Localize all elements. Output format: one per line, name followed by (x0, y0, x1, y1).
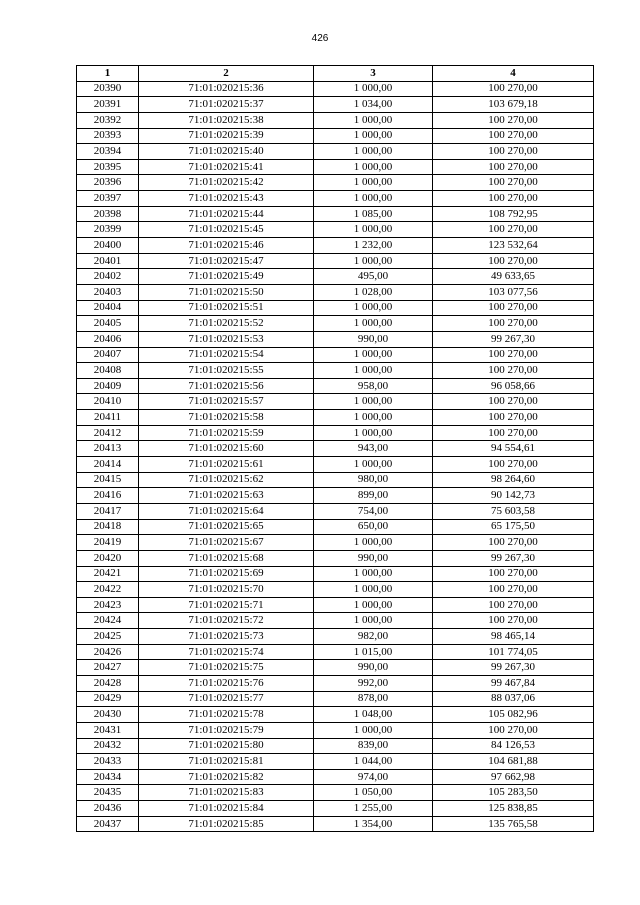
area-cell: 1 000,00 (314, 597, 433, 613)
row-number-cell: 20409 (77, 378, 139, 394)
value-cell: 100 270,00 (433, 363, 594, 379)
row-number-cell: 20424 (77, 613, 139, 629)
value-cell: 99 267,30 (433, 550, 594, 566)
row-number-cell: 20391 (77, 97, 139, 113)
table-row (77, 175, 594, 191)
row-number-cell: 20435 (77, 785, 139, 801)
cadastral-number-cell: 71:01:020215:58 (139, 410, 314, 426)
column-header-1: 1 (77, 66, 139, 82)
value-cell: 99 467,84 (433, 675, 594, 691)
cadastral-number-cell: 71:01:020215:36 (139, 81, 314, 97)
area-cell: 1 000,00 (314, 144, 433, 160)
cadastral-number-cell: 71:01:020215:47 (139, 253, 314, 269)
row-number-cell: 20423 (77, 597, 139, 613)
row-number-cell: 20431 (77, 722, 139, 738)
value-cell: 84 126,53 (433, 738, 594, 754)
row-number-cell: 20436 (77, 801, 139, 817)
row-number-cell: 20400 (77, 238, 139, 254)
area-cell: 1 000,00 (314, 316, 433, 332)
row-number-cell: 20402 (77, 269, 139, 285)
row-number-cell: 20429 (77, 691, 139, 707)
value-cell: 105 082,96 (433, 707, 594, 723)
cadastral-number-cell: 71:01:020215:75 (139, 660, 314, 676)
row-number-cell: 20410 (77, 394, 139, 410)
row-number-cell: 20415 (77, 472, 139, 488)
value-cell: 100 270,00 (433, 253, 594, 269)
cadastral-number-cell: 71:01:020215:65 (139, 519, 314, 535)
area-cell: 754,00 (314, 503, 433, 519)
value-cell: 103 679,18 (433, 97, 594, 113)
area-cell: 495,00 (314, 269, 433, 285)
cadastral-number-cell: 71:01:020215:85 (139, 816, 314, 832)
row-number-cell: 20412 (77, 425, 139, 441)
area-cell: 1 000,00 (314, 457, 433, 473)
cadastral-number-cell: 71:01:020215:54 (139, 347, 314, 363)
cadastral-number-cell: 71:01:020215:83 (139, 785, 314, 801)
row-number-cell: 20406 (77, 331, 139, 347)
area-cell: 650,00 (314, 519, 433, 535)
table-row (77, 675, 594, 691)
table-row (77, 566, 594, 582)
value-cell: 100 270,00 (433, 112, 594, 128)
area-cell: 1 354,00 (314, 816, 433, 832)
row-number-cell: 20394 (77, 144, 139, 160)
cadastral-number-cell: 71:01:020215:84 (139, 801, 314, 817)
cadastral-number-cell: 71:01:020215:51 (139, 300, 314, 316)
cadastral-number-cell: 71:01:020215:68 (139, 550, 314, 566)
area-cell: 1 044,00 (314, 754, 433, 770)
area-cell: 1 000,00 (314, 300, 433, 316)
area-cell: 1 255,00 (314, 801, 433, 817)
cadastral-number-cell: 71:01:020215:74 (139, 644, 314, 660)
area-cell: 1 034,00 (314, 97, 433, 113)
area-cell: 1 000,00 (314, 582, 433, 598)
cadastral-number-cell: 71:01:020215:39 (139, 128, 314, 144)
value-cell: 100 270,00 (433, 394, 594, 410)
cadastral-number-cell: 71:01:020215:61 (139, 457, 314, 473)
cadastral-number-cell: 71:01:020215:55 (139, 363, 314, 379)
table-row (77, 316, 594, 332)
table-row (77, 457, 594, 473)
table-row (77, 331, 594, 347)
value-cell: 100 270,00 (433, 175, 594, 191)
value-cell: 94 554,61 (433, 441, 594, 457)
row-number-cell: 20397 (77, 191, 139, 207)
value-cell: 65 175,50 (433, 519, 594, 535)
row-number-cell: 20418 (77, 519, 139, 535)
area-cell: 1 000,00 (314, 613, 433, 629)
table-row (77, 472, 594, 488)
table-row (77, 347, 594, 363)
area-cell: 943,00 (314, 441, 433, 457)
area-cell: 1 028,00 (314, 284, 433, 300)
area-cell: 1 000,00 (314, 159, 433, 175)
value-cell: 100 270,00 (433, 128, 594, 144)
table-row (77, 582, 594, 598)
area-cell: 1 000,00 (314, 112, 433, 128)
area-cell: 980,00 (314, 472, 433, 488)
table-row (77, 159, 594, 175)
table-row (77, 691, 594, 707)
row-number-cell: 20433 (77, 754, 139, 770)
table-row (77, 722, 594, 738)
cadastral-number-cell: 71:01:020215:46 (139, 238, 314, 254)
row-number-cell: 20392 (77, 112, 139, 128)
table-row (77, 801, 594, 817)
table-row (77, 707, 594, 723)
area-cell: 1 050,00 (314, 785, 433, 801)
value-cell: 100 270,00 (433, 316, 594, 332)
value-cell: 98 465,14 (433, 629, 594, 645)
table-row (77, 378, 594, 394)
row-number-cell: 20405 (77, 316, 139, 332)
value-cell: 75 603,58 (433, 503, 594, 519)
table-row (77, 754, 594, 770)
table-row (77, 769, 594, 785)
area-cell: 899,00 (314, 488, 433, 504)
area-cell: 1 232,00 (314, 238, 433, 254)
area-cell: 1 000,00 (314, 191, 433, 207)
table-row (77, 488, 594, 504)
area-cell: 1 000,00 (314, 566, 433, 582)
table-row (77, 222, 594, 238)
value-cell: 100 270,00 (433, 457, 594, 473)
area-cell: 1 000,00 (314, 81, 433, 97)
table-body (77, 81, 594, 832)
value-cell: 135 765,58 (433, 816, 594, 832)
table-row (77, 300, 594, 316)
page-number: 426 (311, 33, 329, 44)
cadastral-number-cell: 71:01:020215:45 (139, 222, 314, 238)
value-cell: 100 270,00 (433, 191, 594, 207)
row-number-cell: 20419 (77, 535, 139, 551)
row-number-cell: 20413 (77, 441, 139, 457)
table-row (77, 206, 594, 222)
row-number-cell: 20421 (77, 566, 139, 582)
cadastral-number-cell: 71:01:020215:59 (139, 425, 314, 441)
cadastral-number-cell: 71:01:020215:82 (139, 769, 314, 785)
value-cell: 98 264,60 (433, 472, 594, 488)
value-cell: 49 633,65 (433, 269, 594, 285)
table-row (77, 738, 594, 754)
cadastral-number-cell: 71:01:020215:76 (139, 675, 314, 691)
row-number-cell: 20390 (77, 81, 139, 97)
table-row (77, 425, 594, 441)
area-cell: 990,00 (314, 550, 433, 566)
cadastral-number-cell: 71:01:020215:63 (139, 488, 314, 504)
area-cell: 839,00 (314, 738, 433, 754)
table-row (77, 112, 594, 128)
value-cell: 100 270,00 (433, 597, 594, 613)
value-cell: 100 270,00 (433, 425, 594, 441)
value-cell: 100 270,00 (433, 410, 594, 426)
value-cell: 100 270,00 (433, 566, 594, 582)
table-row (77, 128, 594, 144)
row-number-cell: 20432 (77, 738, 139, 754)
table-row (77, 535, 594, 551)
cadastral-number-cell: 71:01:020215:70 (139, 582, 314, 598)
table-row (77, 441, 594, 457)
area-cell: 982,00 (314, 629, 433, 645)
table-row (77, 519, 594, 535)
row-number-cell: 20437 (77, 816, 139, 832)
value-cell: 100 270,00 (433, 159, 594, 175)
value-cell: 100 270,00 (433, 582, 594, 598)
table-row (77, 253, 594, 269)
table-row (77, 597, 594, 613)
row-number-cell: 20420 (77, 550, 139, 566)
row-number-cell: 20426 (77, 644, 139, 660)
cadastral-number-cell: 71:01:020215:49 (139, 269, 314, 285)
cadastral-number-cell: 71:01:020215:41 (139, 159, 314, 175)
table-row (77, 238, 594, 254)
table-row (77, 284, 594, 300)
row-number-cell: 20395 (77, 159, 139, 175)
area-cell: 1 000,00 (314, 363, 433, 379)
cadastral-number-cell: 71:01:020215:73 (139, 629, 314, 645)
cadastral-number-cell: 71:01:020215:79 (139, 722, 314, 738)
table-row (77, 394, 594, 410)
table-row (77, 363, 594, 379)
row-number-cell: 20398 (77, 206, 139, 222)
table-row (77, 550, 594, 566)
cadastral-number-cell: 71:01:020215:80 (139, 738, 314, 754)
row-number-cell: 20403 (77, 284, 139, 300)
cadastral-number-cell: 71:01:020215:64 (139, 503, 314, 519)
area-cell: 1 000,00 (314, 222, 433, 238)
cadastral-number-cell: 71:01:020215:50 (139, 284, 314, 300)
table-row (77, 644, 594, 660)
row-number-cell: 20407 (77, 347, 139, 363)
area-cell: 990,00 (314, 331, 433, 347)
table-row (77, 269, 594, 285)
area-cell: 1 000,00 (314, 175, 433, 191)
area-cell: 1 015,00 (314, 644, 433, 660)
area-cell: 958,00 (314, 378, 433, 394)
cadastral-number-cell: 71:01:020215:43 (139, 191, 314, 207)
row-number-cell: 20417 (77, 503, 139, 519)
area-cell: 974,00 (314, 769, 433, 785)
value-cell: 100 270,00 (433, 535, 594, 551)
cadastral-number-cell: 71:01:020215:52 (139, 316, 314, 332)
value-cell: 100 270,00 (433, 613, 594, 629)
cadastral-number-cell: 71:01:020215:38 (139, 112, 314, 128)
value-cell: 97 662,98 (433, 769, 594, 785)
table-row (77, 191, 594, 207)
column-header-3: 3 (314, 66, 433, 82)
cadastral-number-cell: 71:01:020215:67 (139, 535, 314, 551)
row-number-cell: 20425 (77, 629, 139, 645)
row-number-cell: 20414 (77, 457, 139, 473)
cadastral-number-cell: 71:01:020215:78 (139, 707, 314, 723)
table-row (77, 816, 594, 832)
area-cell: 1 000,00 (314, 722, 433, 738)
cadastral-number-cell: 71:01:020215:57 (139, 394, 314, 410)
value-cell: 100 270,00 (433, 722, 594, 738)
value-cell: 100 270,00 (433, 300, 594, 316)
area-cell: 992,00 (314, 675, 433, 691)
cadastral-number-cell: 71:01:020215:60 (139, 441, 314, 457)
row-number-cell: 20393 (77, 128, 139, 144)
row-number-cell: 20422 (77, 582, 139, 598)
value-cell: 105 283,50 (433, 785, 594, 801)
cadastral-number-cell: 71:01:020215:62 (139, 472, 314, 488)
table-header-row (77, 66, 594, 82)
cadastral-number-cell: 71:01:020215:77 (139, 691, 314, 707)
area-cell: 1 000,00 (314, 394, 433, 410)
row-number-cell: 20408 (77, 363, 139, 379)
column-header-2: 2 (139, 66, 314, 82)
row-number-cell: 20416 (77, 488, 139, 504)
row-number-cell: 20401 (77, 253, 139, 269)
value-cell: 104 681,88 (433, 754, 594, 770)
row-number-cell: 20430 (77, 707, 139, 723)
row-number-cell: 20411 (77, 410, 139, 426)
row-number-cell: 20427 (77, 660, 139, 676)
value-cell: 100 270,00 (433, 222, 594, 238)
value-cell: 90 142,73 (433, 488, 594, 504)
table-row (77, 410, 594, 426)
table-row (77, 81, 594, 97)
cadastral-number-cell: 71:01:020215:56 (139, 378, 314, 394)
value-cell: 96 058,66 (433, 378, 594, 394)
area-cell: 1 048,00 (314, 707, 433, 723)
cadastral-number-cell: 71:01:020215:81 (139, 754, 314, 770)
value-cell: 103 077,56 (433, 284, 594, 300)
value-cell: 99 267,30 (433, 331, 594, 347)
area-cell: 1 085,00 (314, 206, 433, 222)
area-cell: 1 000,00 (314, 425, 433, 441)
row-number-cell: 20396 (77, 175, 139, 191)
cadastral-number-cell: 71:01:020215:40 (139, 144, 314, 160)
area-cell: 1 000,00 (314, 347, 433, 363)
cadastral-number-cell: 71:01:020215:53 (139, 331, 314, 347)
cadastral-number-cell: 71:01:020215:44 (139, 206, 314, 222)
area-cell: 1 000,00 (314, 535, 433, 551)
data-table (76, 65, 594, 832)
cadastral-number-cell: 71:01:020215:72 (139, 613, 314, 629)
value-cell: 100 270,00 (433, 81, 594, 97)
table-row (77, 660, 594, 676)
area-cell: 878,00 (314, 691, 433, 707)
row-number-cell: 20404 (77, 300, 139, 316)
value-cell: 108 792,95 (433, 206, 594, 222)
value-cell: 100 270,00 (433, 347, 594, 363)
value-cell: 88 037,06 (433, 691, 594, 707)
cadastral-number-cell: 71:01:020215:69 (139, 566, 314, 582)
value-cell: 101 774,05 (433, 644, 594, 660)
cadastral-number-cell: 71:01:020215:71 (139, 597, 314, 613)
value-cell: 99 267,30 (433, 660, 594, 676)
table-row (77, 144, 594, 160)
value-cell: 125 838,85 (433, 801, 594, 817)
cadastral-number-cell: 71:01:020215:37 (139, 97, 314, 113)
table-row (77, 503, 594, 519)
table-row (77, 785, 594, 801)
value-cell: 123 532,64 (433, 238, 594, 254)
area-cell: 1 000,00 (314, 253, 433, 269)
table-row (77, 97, 594, 113)
table-row (77, 613, 594, 629)
row-number-cell: 20434 (77, 769, 139, 785)
area-cell: 1 000,00 (314, 410, 433, 426)
value-cell: 100 270,00 (433, 144, 594, 160)
table-row (77, 629, 594, 645)
area-cell: 1 000,00 (314, 128, 433, 144)
cadastral-number-cell: 71:01:020215:42 (139, 175, 314, 191)
area-cell: 990,00 (314, 660, 433, 676)
row-number-cell: 20428 (77, 675, 139, 691)
column-header-4: 4 (433, 66, 594, 82)
row-number-cell: 20399 (77, 222, 139, 238)
